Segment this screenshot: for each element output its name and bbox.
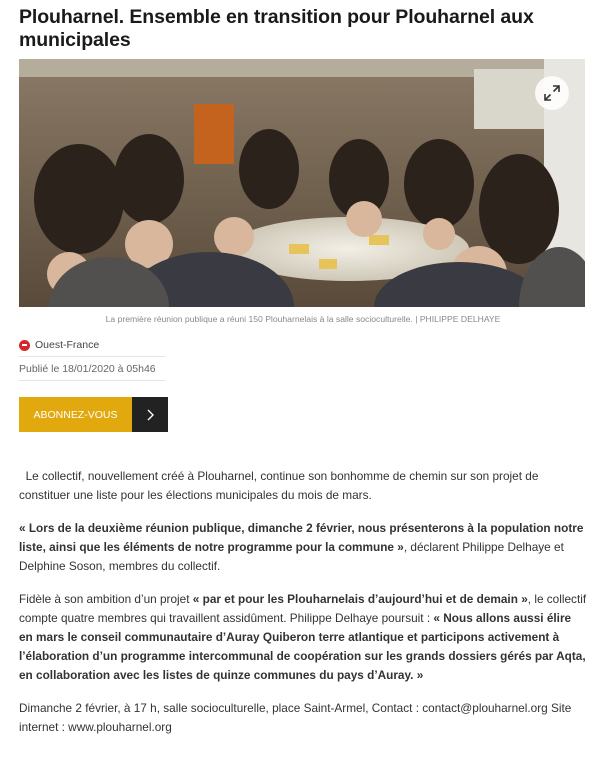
expand-photo-button[interactable] — [535, 76, 569, 110]
paragraph-quote-1-rest: , déclarent Philippe Delhaye et Delphine Soson, membres du collectif. — [19, 540, 564, 573]
article-photo[interactable] — [19, 59, 585, 307]
article-source[interactable] — [19, 337, 165, 357]
quote-1: « Lors de la deuxième réunion publique, dimanche 2 février, nous présenterons à la population notre liste, ainsi que les éléments de notre programme pour la commune » — [19, 521, 584, 554]
article — [19, 0, 587, 751]
paragraph-ambition-start: Fidèle à son ambition d’un projet — [19, 592, 193, 606]
expand-icon — [543, 84, 561, 102]
publish-date: Publié le 18/01/2020 à 05h46 — [19, 361, 165, 381]
paragraph-ambition — [19, 590, 587, 685]
paragraph-intro — [19, 467, 587, 505]
chevron-right-icon — [145, 409, 155, 421]
photo-caption: La première réunion publique a réuni 150 Plouharnelais à la salle socioculturelle. | PHILIPPE DELHAYE — [105, 314, 501, 324]
event-details: Dimanche 2 février, à 17 h, salle socioculturelle, place Saint-Armel, Contact : contact@plouharnel.org Site internet : www.plouharnel.org — [19, 701, 572, 734]
paragraph-event — [19, 699, 587, 737]
paragraph-quote-1 — [19, 519, 587, 576]
article-title: Plouharnel. Ensemble en transition pour Plouharnel aux municipales — [19, 6, 534, 51]
quote-3: « Nous allons aussi élire en mars le conseil communautaire d’Auray Quiberon terre atlantique et participons activement à l’élaboration d’un programme intercommunal de coopération sur les grands dossiers gérés par Aqta, en collaboration avec les listes de quinze communes du pays d’Auray. » — [19, 611, 586, 682]
subscribe-label: ABONNEZ-VOUS — [19, 397, 132, 432]
paragraph-intro-text: Le collectif, nouvellement créé à Plouharnel, continue son bonhomme de chemin sur son projet de constituer une liste pour les élections municipales du mois de mars. — [19, 469, 539, 502]
article-body — [19, 467, 587, 737]
subscribe-arrow — [132, 397, 168, 432]
subscribe-button[interactable] — [19, 397, 168, 432]
ouest-france-logo-icon — [19, 340, 30, 351]
meeting-photo-illustration — [19, 59, 585, 307]
paragraph-ambition-mid: , le collectif compte quatre membres qui travaillent assidûment. Philippe Delhaye poursuit : — [19, 592, 587, 625]
source-name: Ouest-France — [35, 339, 100, 351]
quote-2: « par et pour les Plouharnelais d’aujourd’hui et de demain » — [192, 592, 528, 606]
